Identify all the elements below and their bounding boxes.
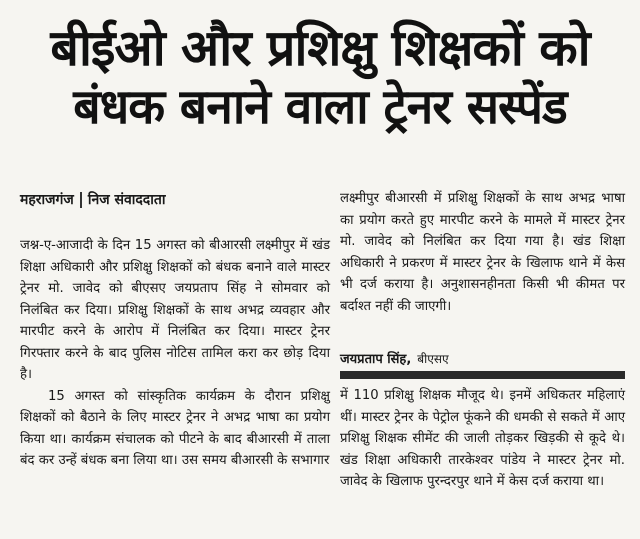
- signature-name: जयप्रताप सिंह,: [340, 352, 412, 367]
- left-column: [20, 235, 330, 472]
- left-paragraph-2: 15 अगस्त को सांस्कृतिक कार्यक्रम के दौरान प्रशिक्षु शिक्षकों को बैठाने के लिए मास्टर ट्रेनर ने अभद्र भाषा का प्रयोग किया था। कार्यक्रम संचालक को पीटने के बाद बीआरसी में ताला बंद कर उन्हें बंधक बना लिया था। उस समय बीआरसी के सभागार: [20, 388, 330, 468]
- left-paragraph-1: जश्न-ए-आजादी के दिन 15 अगस्त को बीआरसी लक्ष्मीपुर में खंड शिक्षा अधिकारी और प्रशिक्षु शिक्षकों को बंधक बनाने वाले मास्टर ट्रेनर मो. जावेद को बीएसए जयप्रताप सिंह ने सोमवार को निलंबित कर दिया। प्रशिक्षु शिक्षकों के साथ अभद्र व्यवहार और मारपीट करने के आरोप में निलंबित कर दिया। मास्टर ट्रेनर गिरफ्तार करने के बाद पुलिस नोटिस तामिल करा कर छोड़ दिया है।: [20, 238, 330, 382]
- quote-box: [340, 188, 625, 317]
- quote-signature: [340, 349, 449, 367]
- quote-text: लक्ष्मीपुर बीआरसी में प्रशिक्षु शिक्षकों के साथ अभद्र भाषा का प्रयोग करते हुए मारपीट करने के मामले में मास्टर ट्रेनर मो. जावेद को निलंबित कर दिया गया है। खंड शिक्षा अधिकारी ने प्रकरण में मास्टर ट्रेनर के खिलाफ थाने में केस भी दर्ज कराया है। अनुशासनहीनता किसी भी कीमत पर बर्दाश्त नहीं की जाएगी।: [340, 191, 625, 314]
- signature-divider: [340, 371, 625, 379]
- right-paragraph-1: में 110 प्रशिक्षु शिक्षक मौजूद थे। इनमें अधिकतर महिलाएं थीं। मास्टर ट्रेनर के पेट्रोल फूंकने की धमकी से सकते में आए प्रशिक्षु शिक्षक सीमेंट की जाली तोड़कर खिड़की से कूदे थे। खंड शिक्षा अधिकारी तारकेश्वर पांडेय ने मास्टर ट्रेनर मो. जावेद के खिलाफ पुरन्दरपुर थाने में केस दर्ज कराया था।: [340, 388, 625, 489]
- byline-place: महराजगंज: [20, 192, 74, 208]
- headline-line-1: बीईओ और प्रशिक्षु शिक्षकों को: [50, 19, 590, 77]
- byline-separator: [80, 192, 82, 208]
- byline: [20, 190, 165, 209]
- headline: [8, 18, 632, 136]
- byline-reporter: निज संवाददाता: [87, 192, 166, 208]
- right-column: [340, 385, 625, 493]
- headline-line-2: बंधक बनाने वाला ट्रेनर सस्पेंड: [73, 79, 567, 135]
- signature-role: बीएसए: [417, 352, 449, 366]
